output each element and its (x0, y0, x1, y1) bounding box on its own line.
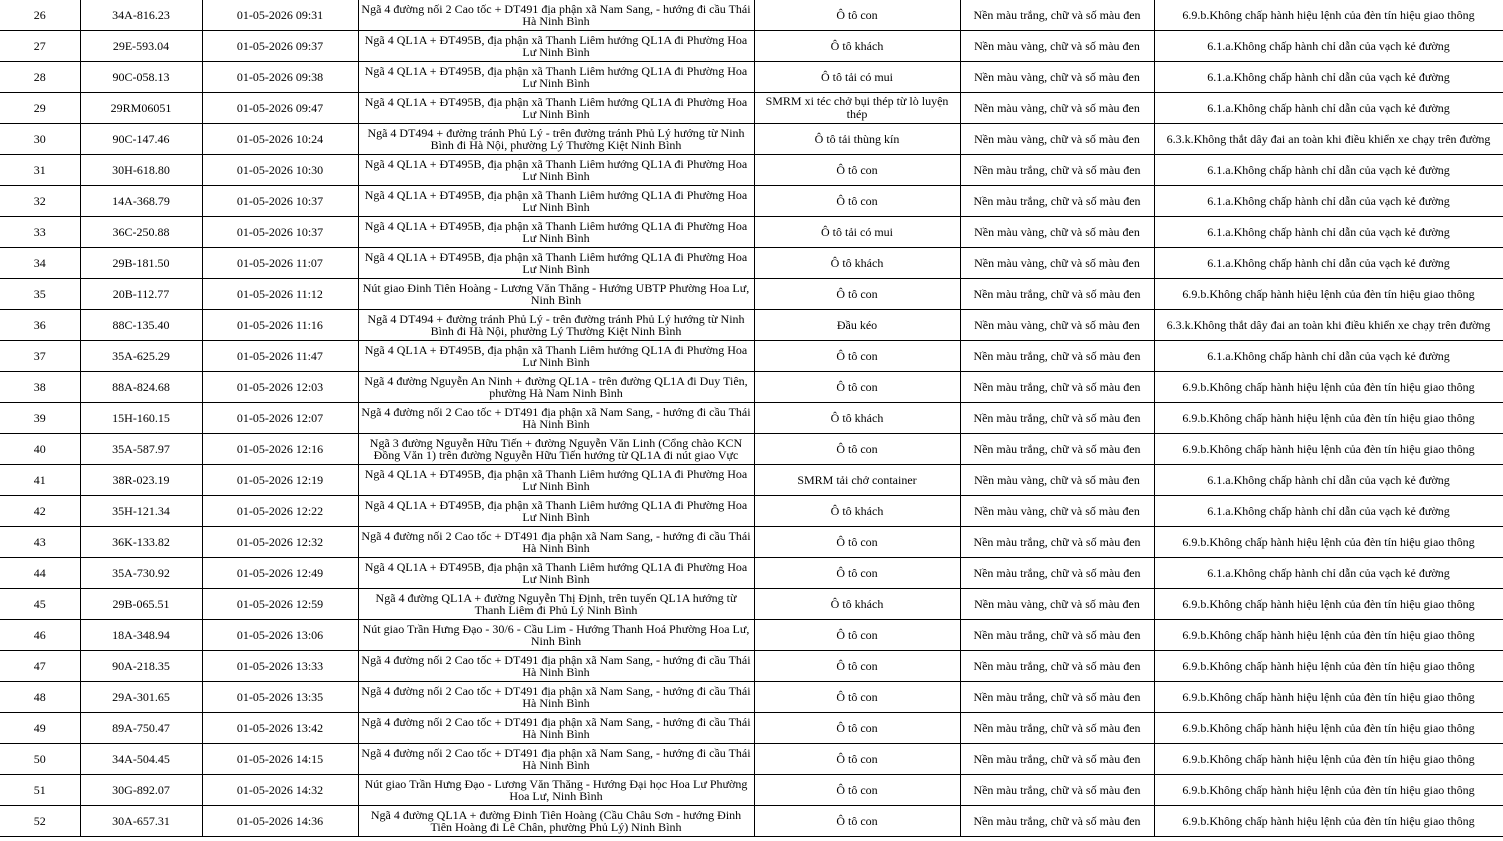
vehicle-type-cell: Ô tô tải có mui (754, 217, 960, 248)
vehicle-type-cell: Ô tô khách (754, 496, 960, 527)
location-cell: Ngã 4 QL1A + ĐT495B, địa phận xã Thanh Liêm hướng QL1A đi Phường Hoa Lư Ninh Bình (358, 248, 754, 279)
plate-number-cell: 89A-750.47 (80, 713, 202, 744)
row-number-cell: 37 (0, 341, 80, 372)
plate-color-cell: Nền màu vàng, chữ và số màu đen (960, 31, 1154, 62)
plate-color-cell: Nền màu trắng, chữ và số màu đen (960, 341, 1154, 372)
row-number-cell: 40 (0, 434, 80, 465)
location-cell: Nút giao Đinh Tiên Hoàng - Lương Văn Thăng - Hướng UBTP Phường Hoa Lư, Ninh Bình (358, 279, 754, 310)
plate-color-cell: Nền màu vàng, chữ và số màu đen (960, 465, 1154, 496)
row-number-cell: 26 (0, 0, 80, 31)
row-number-cell: 50 (0, 744, 80, 775)
violation-cell: 6.3.k.Không thắt dây đai an toàn khi điều khiển xe chạy trên đường (1154, 310, 1503, 341)
row-number-cell: 52 (0, 806, 80, 837)
location-cell: Ngã 4 QL1A + ĐT495B, địa phận xã Thanh Liêm hướng QL1A đi Phường Hoa Lư Ninh Bình (358, 186, 754, 217)
row-number-cell: 39 (0, 403, 80, 434)
vehicle-type-cell: Ô tô tải có mui (754, 62, 960, 93)
vehicle-type-cell: Ô tô con (754, 527, 960, 558)
plate-color-cell: Nền màu trắng, chữ và số màu đen (960, 713, 1154, 744)
plate-number-cell: 36C-250.88 (80, 217, 202, 248)
table-row (0, 62, 1503, 93)
violation-cell: 6.9.b.Không chấp hành hiệu lệnh của đèn tín hiệu giao thông (1154, 372, 1503, 403)
location-cell: Nút giao Trần Hưng Đạo - Lương Văn Thăng - Hướng Đại học Hoa Lư Phường Hoa Lư, Ninh Bình (358, 775, 754, 806)
table-row (0, 248, 1503, 279)
vehicle-type-cell: Ô tô con (754, 186, 960, 217)
timestamp-cell: 01-05-2026 13:33 (202, 651, 358, 682)
plate-number-cell: 29A-301.65 (80, 682, 202, 713)
plate-number-cell: 30H-618.80 (80, 155, 202, 186)
row-number-cell: 42 (0, 496, 80, 527)
location-cell: Ngã 4 đường nối 2 Cao tốc + DT491 địa phận xã Nam Sang, - hướng đi cầu Thái Hà Ninh Bình (358, 527, 754, 558)
timestamp-cell: 01-05-2026 12:32 (202, 527, 358, 558)
location-cell: Ngã 4 DT494 + đường tránh Phủ Lý - trên đường tránh Phủ Lý hướng từ Ninh Bình đi Hà Nội, phường Lý Thường Kiệt Ninh Bình (358, 124, 754, 155)
plate-number-cell: 30G-892.07 (80, 775, 202, 806)
vehicle-type-cell: Ô tô khách (754, 589, 960, 620)
plate-color-cell: Nền màu vàng, chữ và số màu đen (960, 124, 1154, 155)
table-row (0, 372, 1503, 403)
table-row (0, 496, 1503, 527)
vehicle-type-cell: Ô tô con (754, 558, 960, 589)
violation-cell: 6.1.a.Không chấp hành chỉ dẫn của vạch kẻ đường (1154, 31, 1503, 62)
location-cell: Ngã 4 QL1A + ĐT495B, địa phận xã Thanh Liêm hướng QL1A đi Phường Hoa Lư Ninh Bình (358, 62, 754, 93)
timestamp-cell: 01-05-2026 12:16 (202, 434, 358, 465)
vehicle-type-cell: Ô tô con (754, 775, 960, 806)
location-cell: Ngã 4 DT494 + đường tránh Phủ Lý - trên đường tránh Phủ Lý hướng từ Ninh Bình đi Hà Nội, phường Lý Thường Kiệt Ninh Bình (358, 310, 754, 341)
plate-color-cell: Nền màu trắng, chữ và số màu đen (960, 0, 1154, 31)
plate-number-cell: 90C-058.13 (80, 62, 202, 93)
plate-color-cell: Nền màu trắng, chữ và số màu đen (960, 527, 1154, 558)
plate-color-cell: Nền màu trắng, chữ và số màu đen (960, 620, 1154, 651)
violation-cell: 6.1.a.Không chấp hành chỉ dẫn của vạch kẻ đường (1154, 465, 1503, 496)
plate-number-cell: 90C-147.46 (80, 124, 202, 155)
timestamp-cell: 01-05-2026 11:47 (202, 341, 358, 372)
plate-color-cell: Nền màu trắng, chữ và số màu đen (960, 806, 1154, 837)
row-number-cell: 51 (0, 775, 80, 806)
timestamp-cell: 01-05-2026 14:15 (202, 744, 358, 775)
violation-cell: 6.9.b.Không chấp hành hiệu lệnh của đèn tín hiệu giao thông (1154, 775, 1503, 806)
location-cell: Nút giao Trần Hưng Đạo - 30/6 - Cầu Lim - Hướng Thanh Hoá Phường Hoa Lư, Ninh Bình (358, 620, 754, 651)
timestamp-cell: 01-05-2026 09:38 (202, 62, 358, 93)
violation-cell: 6.1.a.Không chấp hành chỉ dẫn của vạch kẻ đường (1154, 62, 1503, 93)
vehicle-type-cell: Ô tô khách (754, 248, 960, 279)
timestamp-cell: 01-05-2026 13:35 (202, 682, 358, 713)
timestamp-cell: 01-05-2026 14:32 (202, 775, 358, 806)
violation-cell: 6.9.b.Không chấp hành hiệu lệnh của đèn tín hiệu giao thông (1154, 0, 1503, 31)
plate-number-cell: 29B-065.51 (80, 589, 202, 620)
violation-cell: 6.3.k.Không thắt dây đai an toàn khi điều khiển xe chạy trên đường (1154, 124, 1503, 155)
timestamp-cell: 01-05-2026 11:16 (202, 310, 358, 341)
timestamp-cell: 01-05-2026 12:49 (202, 558, 358, 589)
table-row (0, 527, 1503, 558)
plate-number-cell: 34A-504.45 (80, 744, 202, 775)
location-cell: Ngã 4 đường nối 2 Cao tốc + DT491 địa phận xã Nam Sang, - hướng đi cầu Thái Hà Ninh Bình (358, 713, 754, 744)
timestamp-cell: 01-05-2026 10:37 (202, 186, 358, 217)
location-cell: Ngã 4 đường nối 2 Cao tốc + DT491 địa phận xã Nam Sang, - hướng đi cầu Thái Hà Ninh Bình (358, 682, 754, 713)
violation-cell: 6.1.a.Không chấp hành chỉ dẫn của vạch kẻ đường (1154, 496, 1503, 527)
timestamp-cell: 01-05-2026 10:37 (202, 217, 358, 248)
vehicle-type-cell: Ô tô con (754, 620, 960, 651)
plate-number-cell: 88C-135.40 (80, 310, 202, 341)
violation-cell: 6.1.a.Không chấp hành chỉ dẫn của vạch kẻ đường (1154, 93, 1503, 124)
plate-number-cell: 30A-657.31 (80, 806, 202, 837)
plate-color-cell: Nền màu trắng, chữ và số màu đen (960, 372, 1154, 403)
plate-number-cell: 35A-625.29 (80, 341, 202, 372)
table-row (0, 124, 1503, 155)
row-number-cell: 31 (0, 155, 80, 186)
row-number-cell: 36 (0, 310, 80, 341)
plate-color-cell: Nền màu vàng, chữ và số màu đen (960, 93, 1154, 124)
vehicle-type-cell: Ô tô con (754, 0, 960, 31)
plate-number-cell: 35A-730.92 (80, 558, 202, 589)
plate-number-cell: 90A-218.35 (80, 651, 202, 682)
location-cell: Ngã 3 đường Nguyễn Hữu Tiến + đường Nguyễn Văn Linh (Cổng chào KCN Đồng Văn 1) trên đường Nguyễn Hữu Tiến hướng từ QL1A đi nút giao Vực (358, 434, 754, 465)
plate-color-cell: Nền màu trắng, chữ và số màu đen (960, 775, 1154, 806)
table-row (0, 589, 1503, 620)
vehicle-type-cell: Ô tô khách (754, 403, 960, 434)
table-row (0, 93, 1503, 124)
row-number-cell: 27 (0, 31, 80, 62)
table-row (0, 620, 1503, 651)
violation-cell: 6.9.b.Không chấp hành hiệu lệnh của đèn tín hiệu giao thông (1154, 806, 1503, 837)
plate-color-cell: Nền màu trắng, chữ và số màu đen (960, 558, 1154, 589)
location-cell: Ngã 4 QL1A + ĐT495B, địa phận xã Thanh Liêm hướng QL1A đi Phường Hoa Lư Ninh Bình (358, 465, 754, 496)
location-cell: Ngã 4 QL1A + ĐT495B, địa phận xã Thanh Liêm hướng QL1A đi Phường Hoa Lư Ninh Bình (358, 496, 754, 527)
table-row (0, 744, 1503, 775)
vehicle-type-cell: Ô tô con (754, 341, 960, 372)
plate-number-cell: 36K-133.82 (80, 527, 202, 558)
violation-cell: 6.1.a.Không chấp hành chỉ dẫn của vạch kẻ đường (1154, 248, 1503, 279)
plate-color-cell: Nền màu trắng, chữ và số màu đen (960, 279, 1154, 310)
violation-cell: 6.9.b.Không chấp hành hiệu lệnh của đèn tín hiệu giao thông (1154, 434, 1503, 465)
plate-color-cell: Nền màu trắng, chữ và số màu đen (960, 186, 1154, 217)
violation-cell: 6.9.b.Không chấp hành hiệu lệnh của đèn tín hiệu giao thông (1154, 682, 1503, 713)
row-number-cell: 34 (0, 248, 80, 279)
violation-cell: 6.1.a.Không chấp hành chỉ dẫn của vạch kẻ đường (1154, 155, 1503, 186)
row-number-cell: 35 (0, 279, 80, 310)
table-row (0, 434, 1503, 465)
timestamp-cell: 01-05-2026 11:12 (202, 279, 358, 310)
plate-number-cell: 35H-121.34 (80, 496, 202, 527)
location-cell: Ngã 4 đường Nguyễn An Ninh + đường QL1A - trên đường QL1A đi Duy Tiên, phường Hà Nam Ninh Bình (358, 372, 754, 403)
timestamp-cell: 01-05-2026 12:59 (202, 589, 358, 620)
table-row (0, 713, 1503, 744)
plate-color-cell: Nền màu vàng, chữ và số màu đen (960, 496, 1154, 527)
table-row (0, 0, 1503, 31)
violation-cell: 6.9.b.Không chấp hành hiệu lệnh của đèn tín hiệu giao thông (1154, 744, 1503, 775)
row-number-cell: 45 (0, 589, 80, 620)
vehicle-type-cell: Ô tô con (754, 806, 960, 837)
plate-number-cell: 88A-824.68 (80, 372, 202, 403)
vehicle-type-cell: Ô tô con (754, 651, 960, 682)
table-row (0, 31, 1503, 62)
violation-cell: 6.9.b.Không chấp hành hiệu lệnh của đèn tín hiệu giao thông (1154, 589, 1503, 620)
row-number-cell: 46 (0, 620, 80, 651)
plate-color-cell: Nền màu vàng, chữ và số màu đen (960, 589, 1154, 620)
vehicle-type-cell: Ô tô khách (754, 31, 960, 62)
table-row (0, 186, 1503, 217)
vehicle-type-cell: Ô tô con (754, 744, 960, 775)
violation-cell: 6.9.b.Không chấp hành hiệu lệnh của đèn tín hiệu giao thông (1154, 527, 1503, 558)
row-number-cell: 38 (0, 372, 80, 403)
row-number-cell: 41 (0, 465, 80, 496)
table-row (0, 279, 1503, 310)
plate-number-cell: 29RM06051 (80, 93, 202, 124)
location-cell: Ngã 4 đường QL1A + đường Nguyễn Thị Định, trên tuyến QL1A hướng từ Thanh Liêm đi Phủ Lý Ninh Bình (358, 589, 754, 620)
row-number-cell: 49 (0, 713, 80, 744)
violation-cell: 6.9.b.Không chấp hành hiệu lệnh của đèn tín hiệu giao thông (1154, 713, 1503, 744)
plate-color-cell: Nền màu trắng, chữ và số màu đen (960, 651, 1154, 682)
row-number-cell: 29 (0, 93, 80, 124)
table-row (0, 651, 1503, 682)
plate-number-cell: 34A-816.23 (80, 0, 202, 31)
row-number-cell: 47 (0, 651, 80, 682)
location-cell: Ngã 4 đường nối 2 Cao tốc + DT491 địa phận xã Nam Sang, - hướng đi cầu Thái Hà Ninh Bình (358, 744, 754, 775)
location-cell: Ngã 4 đường nối 2 Cao tốc + DT491 địa phận xã Nam Sang, - hướng đi cầu Thái Hà Ninh Bình (358, 651, 754, 682)
violation-cell: 6.1.a.Không chấp hành chỉ dẫn của vạch kẻ đường (1154, 186, 1503, 217)
timestamp-cell: 01-05-2026 12:07 (202, 403, 358, 434)
plate-number-cell: 18A-348.94 (80, 620, 202, 651)
plate-number-cell: 29B-181.50 (80, 248, 202, 279)
table-row (0, 775, 1503, 806)
plate-color-cell: Nền màu trắng, chữ và số màu đen (960, 682, 1154, 713)
table-row (0, 465, 1503, 496)
row-number-cell: 30 (0, 124, 80, 155)
timestamp-cell: 01-05-2026 09:37 (202, 31, 358, 62)
plate-color-cell: Nền màu trắng, chữ và số màu đen (960, 434, 1154, 465)
plate-color-cell: Nền màu trắng, chữ và số màu đen (960, 155, 1154, 186)
timestamp-cell: 01-05-2026 13:42 (202, 713, 358, 744)
location-cell: Ngã 4 đường QL1A + đường Đinh Tiên Hoàng (Cầu Châu Sơn - hướng Đinh Tiên Hoàng đi Lê Chân, phường Phủ Lý) Ninh Bình (358, 806, 754, 837)
plate-color-cell: Nền màu vàng, chữ và số màu đen (960, 62, 1154, 93)
row-number-cell: 33 (0, 217, 80, 248)
table-row (0, 682, 1503, 713)
location-cell: Ngã 4 QL1A + ĐT495B, địa phận xã Thanh Liêm hướng QL1A đi Phường Hoa Lư Ninh Bình (358, 341, 754, 372)
vehicle-type-cell: Ô tô tải thùng kín (754, 124, 960, 155)
location-cell: Ngã 4 QL1A + ĐT495B, địa phận xã Thanh Liêm hướng QL1A đi Phường Hoa Lư Ninh Bình (358, 155, 754, 186)
plate-color-cell: Nền màu vàng, chữ và số màu đen (960, 248, 1154, 279)
vehicle-type-cell: SMRM tải chở container (754, 465, 960, 496)
plate-color-cell: Nền màu trắng, chữ và số màu đen (960, 744, 1154, 775)
vehicle-type-cell: Ô tô con (754, 434, 960, 465)
table-row (0, 217, 1503, 248)
violation-cell: 6.1.a.Không chấp hành chỉ dẫn của vạch kẻ đường (1154, 341, 1503, 372)
plate-color-cell: Nền màu vàng, chữ và số màu đen (960, 310, 1154, 341)
vehicle-type-cell: SMRM xi téc chở bụi thép từ lò luyện thép (754, 93, 960, 124)
table-row (0, 806, 1503, 837)
vehicle-type-cell: Ô tô con (754, 279, 960, 310)
location-cell: Ngã 4 QL1A + ĐT495B, địa phận xã Thanh Liêm hướng QL1A đi Phường Hoa Lư Ninh Bình (358, 558, 754, 589)
row-number-cell: 32 (0, 186, 80, 217)
plate-number-cell: 35A-587.97 (80, 434, 202, 465)
row-number-cell: 44 (0, 558, 80, 589)
row-number-cell: 43 (0, 527, 80, 558)
timestamp-cell: 01-05-2026 14:36 (202, 806, 358, 837)
vehicle-type-cell: Đầu kéo (754, 310, 960, 341)
row-number-cell: 28 (0, 62, 80, 93)
table-row (0, 558, 1503, 589)
violation-cell: 6.9.b.Không chấp hành hiệu lệnh của đèn tín hiệu giao thông (1154, 279, 1503, 310)
violation-cell: 6.1.a.Không chấp hành chỉ dẫn của vạch kẻ đường (1154, 217, 1503, 248)
vehicle-type-cell: Ô tô con (754, 713, 960, 744)
timestamp-cell: 01-05-2026 10:24 (202, 124, 358, 155)
location-cell: Ngã 4 QL1A + ĐT495B, địa phận xã Thanh Liêm hướng QL1A đi Phường Hoa Lư Ninh Bình (358, 31, 754, 62)
plate-number-cell: 14A-368.79 (80, 186, 202, 217)
timestamp-cell: 01-05-2026 09:31 (202, 0, 358, 31)
plate-color-cell: Nền màu trắng, chữ và số màu đen (960, 403, 1154, 434)
location-cell: Ngã 4 QL1A + ĐT495B, địa phận xã Thanh Liêm hướng QL1A đi Phường Hoa Lư Ninh Bình (358, 93, 754, 124)
violation-cell: 6.9.b.Không chấp hành hiệu lệnh của đèn tín hiệu giao thông (1154, 620, 1503, 651)
violation-cell: 6.9.b.Không chấp hành hiệu lệnh của đèn tín hiệu giao thông (1154, 651, 1503, 682)
table-row (0, 341, 1503, 372)
violation-cell: 6.9.b.Không chấp hành hiệu lệnh của đèn tín hiệu giao thông (1154, 403, 1503, 434)
location-cell: Ngã 4 đường nối 2 Cao tốc + DT491 địa phận xã Nam Sang, - hướng đi cầu Thái Hà Ninh Bình (358, 403, 754, 434)
location-cell: Ngã 4 QL1A + ĐT495B, địa phận xã Thanh Liêm hướng QL1A đi Phường Hoa Lư Ninh Bình (358, 217, 754, 248)
plate-color-cell: Nền màu vàng, chữ và số màu đen (960, 217, 1154, 248)
plate-number-cell: 29E-593.04 (80, 31, 202, 62)
table-row (0, 403, 1503, 434)
timestamp-cell: 01-05-2026 10:30 (202, 155, 358, 186)
timestamp-cell: 01-05-2026 13:06 (202, 620, 358, 651)
plate-number-cell: 38R-023.19 (80, 465, 202, 496)
vehicle-type-cell: Ô tô con (754, 682, 960, 713)
row-number-cell: 48 (0, 682, 80, 713)
timestamp-cell: 01-05-2026 11:07 (202, 248, 358, 279)
plate-number-cell: 15H-160.15 (80, 403, 202, 434)
table-row (0, 310, 1503, 341)
violation-cell: 6.1.a.Không chấp hành chỉ dẫn của vạch kẻ đường (1154, 558, 1503, 589)
timestamp-cell: 01-05-2026 12:19 (202, 465, 358, 496)
timestamp-cell: 01-05-2026 12:03 (202, 372, 358, 403)
table-row (0, 155, 1503, 186)
vehicle-type-cell: Ô tô con (754, 372, 960, 403)
timestamp-cell: 01-05-2026 09:47 (202, 93, 358, 124)
timestamp-cell: 01-05-2026 12:22 (202, 496, 358, 527)
vehicle-type-cell: Ô tô con (754, 155, 960, 186)
location-cell: Ngã 4 đường nối 2 Cao tốc + DT491 địa phận xã Nam Sang, - hướng đi cầu Thái Hà Ninh Bình (358, 0, 754, 31)
plate-number-cell: 20B-112.77 (80, 279, 202, 310)
